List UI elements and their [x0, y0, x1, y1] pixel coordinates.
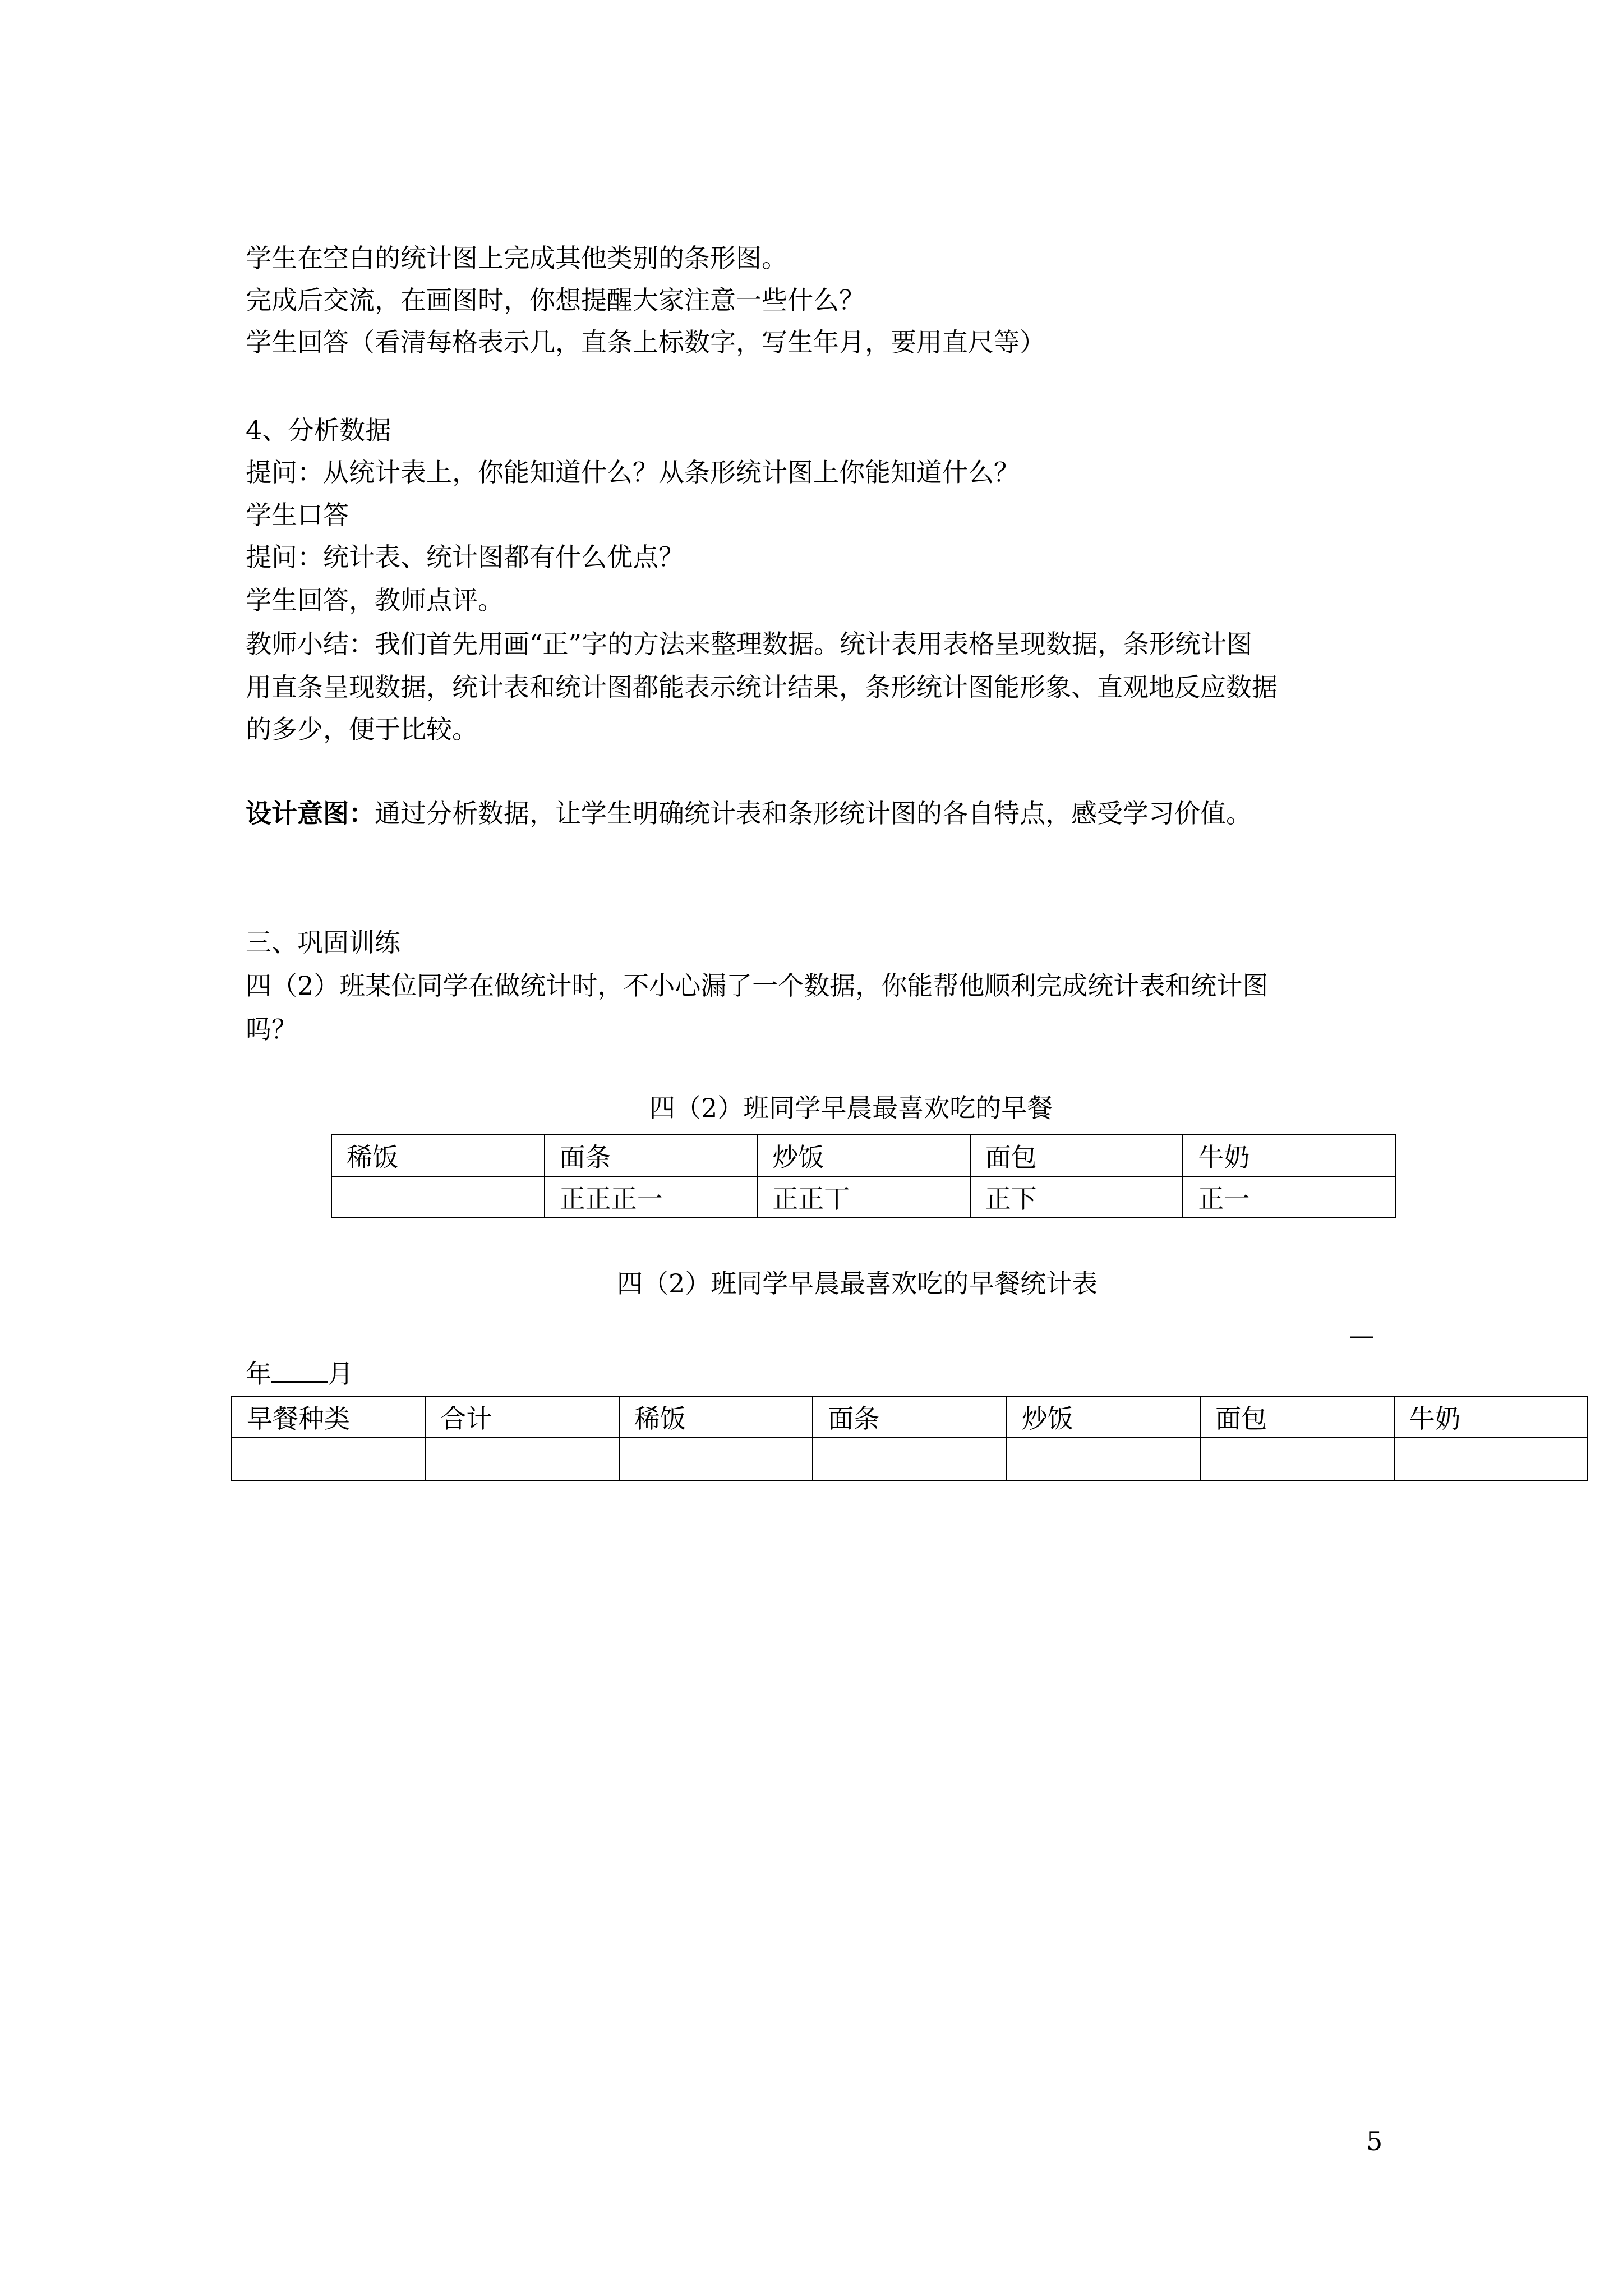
stat-table [231, 1396, 1588, 1481]
table-header-cell: 面条 [813, 1396, 1006, 1438]
stat-table-caption: 四（2）班同学早晨最喜欢吃的早餐统计表 [617, 1268, 1098, 1299]
table-input-cell[interactable] [1200, 1438, 1394, 1480]
design-intent-label: 设计意图： [246, 798, 375, 829]
table-cell: 正正丅 [757, 1176, 970, 1218]
table-header-cell: 牛奶 [1183, 1135, 1396, 1176]
table-input-cell[interactable] [813, 1438, 1006, 1480]
section-heading: 4、分析数据 [246, 415, 391, 445]
table-row [232, 1396, 1588, 1438]
table-cell [331, 1176, 545, 1218]
design-intent-text: 通过分析数据，让学生明确统计表和条形统计图的各自特点，感受学习价值。 [375, 798, 1252, 829]
table-input-cell[interactable] [619, 1438, 813, 1480]
date-dash: — [1349, 1320, 1375, 1350]
page-number: 5 [1366, 2126, 1383, 2156]
year-label: 年 [246, 1359, 271, 1389]
design-intent [246, 797, 1252, 830]
paragraph-line: 学生口答 [246, 500, 349, 530]
month-label: 月 [328, 1359, 353, 1389]
month-blank[interactable] [271, 1356, 328, 1383]
paragraph-line: 教师小结：我们首先用画“正”字的方法来整理数据。统计表用表格呈现数据，条形统计图 [246, 629, 1253, 659]
paragraph-line: 提问：统计表、统计图都有什么优点？ [246, 542, 684, 572]
table-header-cell: 牛奶 [1394, 1396, 1588, 1438]
paragraph-line: 学生回答（看清每格表示几，直条上标数字，写生年月，要用直尺等） [246, 327, 1045, 357]
table-input-cell[interactable] [1394, 1438, 1588, 1480]
table-header-cell: 炒饭 [1007, 1396, 1200, 1438]
paragraph-line: 四（2）班某位同学在做统计时，不小心漏了一个数据，你能帮他顺利完成统计表和统计图 [246, 970, 1269, 1001]
table-header-cell: 面包 [970, 1135, 1183, 1176]
table-input-cell[interactable] [232, 1438, 425, 1480]
tally-table [331, 1134, 1396, 1218]
table-cell: 正正正一 [545, 1176, 758, 1218]
paragraph-line: 的多少，便于比较。 [246, 714, 478, 744]
table-input-cell[interactable] [425, 1438, 619, 1480]
date-line [246, 1356, 353, 1391]
table-header-cell: 稀饭 [619, 1396, 813, 1438]
paragraph-line: 学生回答，教师点评。 [246, 585, 504, 615]
table-header-cell: 稀饭 [331, 1135, 545, 1176]
table-cell: 正一 [1183, 1176, 1396, 1218]
table-header-cell: 面条 [545, 1135, 758, 1176]
table-header-cell: 早餐种类 [232, 1396, 425, 1438]
table-header-cell: 合计 [425, 1396, 619, 1438]
paragraph-line: 完成后交流，在画图时，你想提醒大家注意一些什么？ [246, 285, 865, 315]
paragraph-line: 提问：从统计表上，你能知道什么？从条形统计图上你能知道什么？ [246, 457, 1020, 487]
table-row [232, 1438, 1588, 1480]
table-cell: 正下 [970, 1176, 1183, 1218]
table-header-cell: 面包 [1200, 1396, 1394, 1438]
section-heading: 三、巩固训练 [246, 927, 400, 958]
tally-table-caption: 四（2）班同学早晨最喜欢吃的早餐 [649, 1093, 1053, 1123]
paragraph-line: 吗？ [246, 1014, 297, 1045]
paragraph-line: 学生在空白的统计图上完成其他类别的条形图。 [246, 243, 787, 273]
table-header-cell: 炒饭 [757, 1135, 970, 1176]
paragraph-line: 用直条呈现数据，统计表和统计图都能表示统计结果，条形统计图能形象、直观地反应数据 [246, 672, 1278, 702]
table-input-cell[interactable] [1007, 1438, 1200, 1480]
table-row [331, 1176, 1396, 1218]
table-row [331, 1135, 1396, 1176]
